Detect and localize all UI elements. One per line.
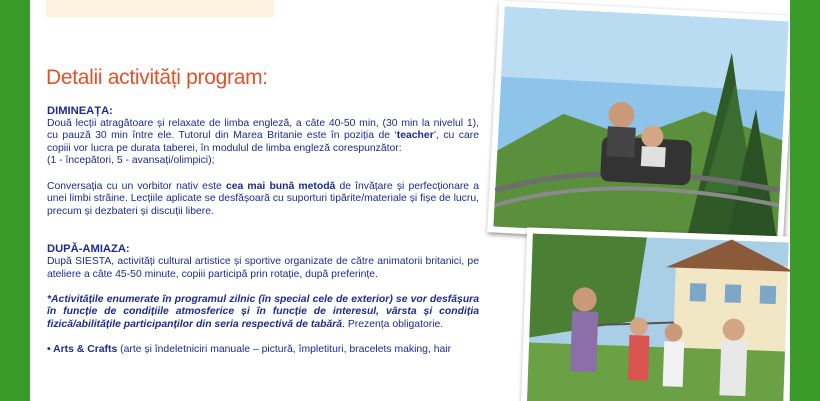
morning-paragraph-1: [47, 118, 479, 156]
best-method: cea mai bună metodă: [225, 180, 336, 192]
activities-note-italic: *Activitățile enumerate în programul zilnic (în special cele de exterior) se vor desfășura în funcție de condițiile atmosferice și în funcție de interesul, vârsta și condiția fizică/abilitățile participanților din seria respectivă de tabără: [47, 293, 479, 330]
afternoon-title: DUPĂ-AMIAZA:: [47, 243, 130, 256]
archery-image: [521, 227, 790, 401]
arts-crafts-label: • Arts & Crafts: [47, 344, 118, 356]
morning-p2-b: de învățare și perfecționare a unei limbi străine. Lecțiile aplicate se desfășoară cu suporturi tipărite/materiale și fișe de lucru, precum și dezbateri și discuții libere.: [47, 180, 479, 217]
morning-levels: (1 - începători, 5 - avansați/olimpici);: [47, 155, 215, 167]
photo-archery: [521, 227, 790, 401]
morning-p2-a: Conversația cu un vorbitor nativ este: [47, 180, 226, 192]
top-info-box: [46, 0, 274, 17]
alpine-coaster-image: [487, 0, 790, 247]
morning-text-a: Două lecții atragătoare și relaxate de limba engleză, a câte 40-50 min, (30 min la nivelul 1), cu pauză 30 min între ele. Tutorul din Marea Britanie este în poziția de ‘: [47, 117, 479, 142]
activities-note: [47, 294, 479, 332]
program-details: [47, 105, 479, 357]
teacher-word: teacher: [396, 130, 434, 142]
morning-text-b: ’, cu care copiii vor lucra pe durata taberei, în modulul de limba engleză corespunzător:: [47, 130, 479, 154]
morning-title: DIMINEAȚA:: [47, 105, 113, 117]
arts-crafts-text: (arte și îndeletniciri manuale – pictură, împletituri, bracelets making, hair: [117, 344, 452, 356]
morning-paragraph-2: [47, 181, 479, 219]
photo-alpine-coaster: [487, 0, 790, 247]
page: [30, 0, 790, 401]
page-heading: Detalii activități program:: [46, 66, 268, 89]
activities-note-end: . Prezența obligatorie.: [342, 318, 444, 330]
afternoon-paragraph-1: După SIESTA, activități cultural artistice și sportive organizate de către animatorii britanici, pe ateliere a câte 45-50 minute, copiii participă prin rotație, după preferințe.: [47, 255, 479, 280]
arts-crafts-bullet: [47, 344, 479, 357]
